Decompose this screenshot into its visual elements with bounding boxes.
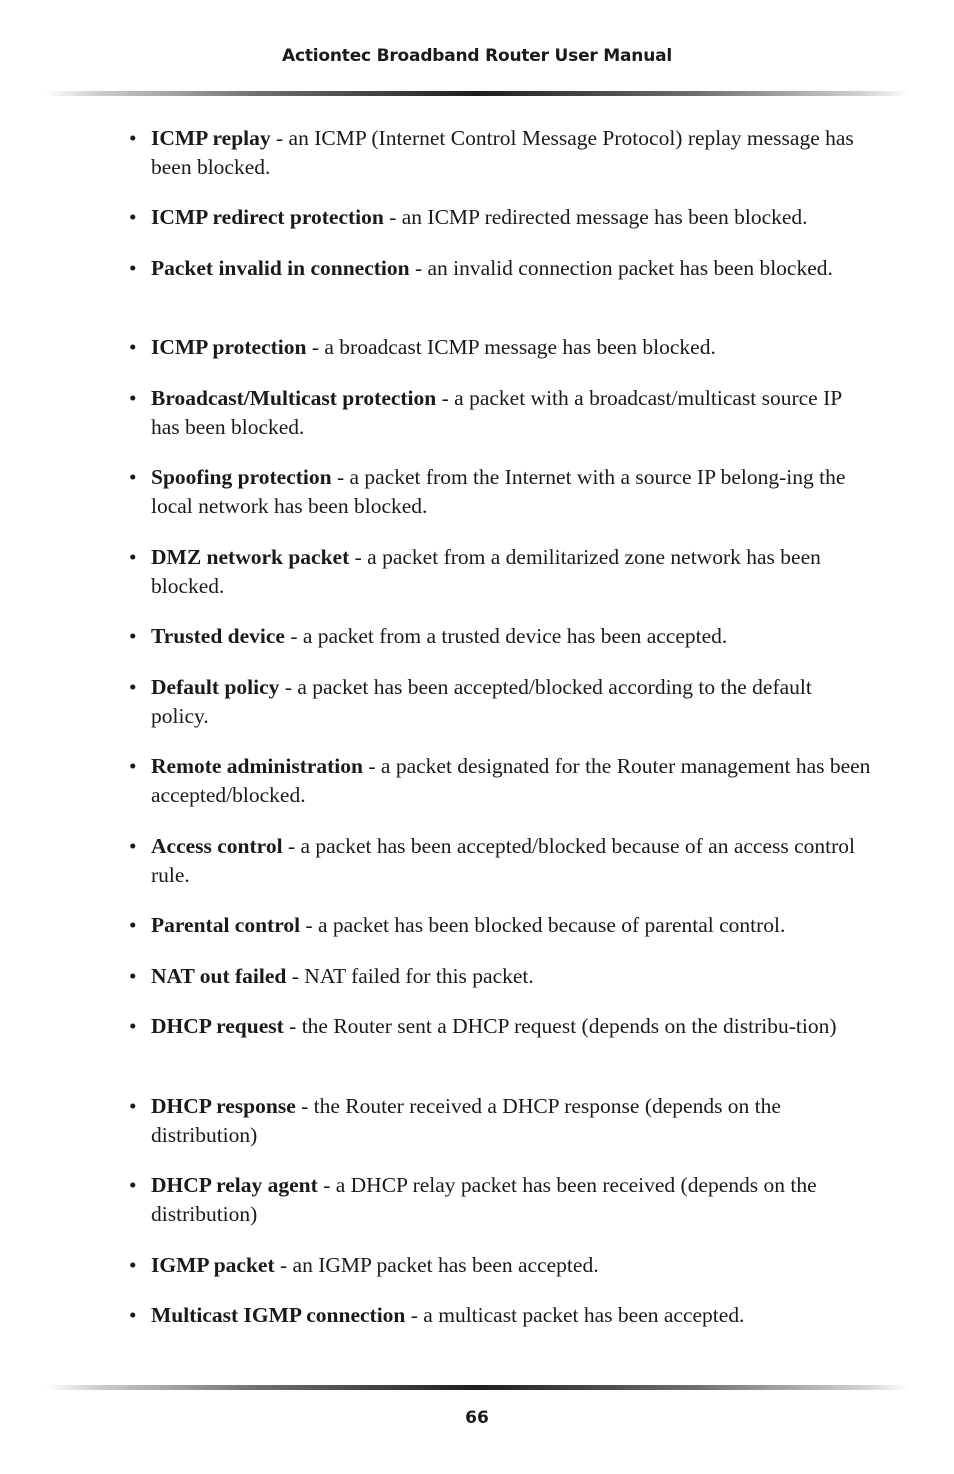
item-term: Trusted device xyxy=(151,624,285,648)
item-term: ICMP protection xyxy=(151,335,307,359)
bullet-icon: • xyxy=(129,1303,137,1327)
bullet-icon: • xyxy=(129,126,137,150)
item-description: - NAT failed for this packet. xyxy=(286,964,534,988)
item-term: Remote administration xyxy=(151,754,363,778)
list-item xyxy=(129,1251,871,1280)
item-term: Packet invalid in connection xyxy=(151,256,410,280)
list-item xyxy=(129,384,871,442)
bullet-icon: • xyxy=(129,545,137,569)
item-description: - an ICMP (Internet Control Message Protocol) replay message has been blocked. xyxy=(151,126,854,179)
item-description: - a DHCP relay packet has been received (depends on the distribution) xyxy=(151,1173,817,1226)
item-term: ICMP replay xyxy=(151,126,271,150)
item-term: Default policy xyxy=(151,675,280,699)
bullet-icon: • xyxy=(129,465,137,489)
list-item xyxy=(129,1012,871,1041)
bullet-icon: • xyxy=(129,1014,137,1038)
bullet-icon: • xyxy=(129,386,137,410)
item-term: DHCP relay agent xyxy=(151,1173,318,1197)
bullet-icon: • xyxy=(129,675,137,699)
item-description: - a packet has been accepted/blocked according to the default policy. xyxy=(151,675,812,728)
list-item xyxy=(129,752,871,810)
item-term: ICMP redirect protection xyxy=(151,205,384,229)
list-item xyxy=(129,203,871,232)
item-description: - a packet with a broadcast/multicast source IP has been blocked. xyxy=(151,386,842,439)
item-term: Parental control xyxy=(151,913,301,937)
bullet-icon: • xyxy=(129,335,137,359)
item-term: IGMP packet xyxy=(151,1253,275,1277)
list-item xyxy=(129,1171,871,1229)
item-term: DHCP response xyxy=(151,1094,296,1118)
item-description: - a packet designated for the Router management has been accepted/blocked. xyxy=(151,754,871,807)
bullet-icon: • xyxy=(129,1253,137,1277)
bullet-icon: • xyxy=(129,913,137,937)
bullet-icon: • xyxy=(129,256,137,280)
page-header-title: Actiontec Broadband Router User Manual xyxy=(282,46,672,66)
item-description: - a packet from a trusted device has been accepted. xyxy=(284,624,728,648)
item-term: NAT out failed xyxy=(151,964,287,988)
list-item xyxy=(129,463,871,521)
list-item xyxy=(129,333,871,362)
item-description: - the Router sent a DHCP request (depends on the distribu-tion) xyxy=(283,1014,837,1038)
item-description: - an ICMP redirected message has been blocked. xyxy=(383,205,808,229)
bullet-icon: • xyxy=(129,205,137,229)
item-term: DHCP request xyxy=(151,1014,284,1038)
item-term: Spoofing protection xyxy=(151,465,332,489)
item-description: - an IGMP packet has been accepted. xyxy=(274,1253,599,1277)
item-description: - a packet has been accepted/blocked because of an access control rule. xyxy=(151,834,855,887)
item-term: Broadcast/Multicast protection xyxy=(151,386,437,410)
item-description: - the Router received a DHCP response (depends on the distribution) xyxy=(151,1094,781,1147)
list-item xyxy=(129,1301,871,1330)
page-number: 66 xyxy=(465,1408,489,1428)
list-item xyxy=(129,254,871,283)
list-item xyxy=(129,673,871,731)
item-term: Multicast IGMP connection xyxy=(151,1303,406,1327)
bullet-icon: • xyxy=(129,1173,137,1197)
list-item xyxy=(129,1092,871,1150)
item-description: - a multicast packet has been accepted. xyxy=(405,1303,745,1327)
item-term: Access control xyxy=(151,834,283,858)
bullet-icon: • xyxy=(129,754,137,778)
bullet-icon: • xyxy=(129,834,137,858)
item-term: DMZ network packet xyxy=(151,545,350,569)
item-description: - a packet from the Internet with a source IP belong-ing the local network has been blocked. xyxy=(151,465,846,518)
footer-divider xyxy=(44,1385,910,1390)
item-description: - a packet from a demilitarized zone network has been blocked. xyxy=(151,545,821,598)
list-item xyxy=(129,622,871,651)
bullet-icon: • xyxy=(129,1094,137,1118)
bullet-icon: • xyxy=(129,624,137,648)
list-item xyxy=(129,962,871,991)
bullet-icon: • xyxy=(129,964,137,988)
item-description: - a broadcast ICMP message has been blocked. xyxy=(306,335,716,359)
list-item xyxy=(129,911,871,940)
item-description: - a packet has been blocked because of parental control. xyxy=(300,913,786,937)
list-item xyxy=(129,124,871,182)
list-item xyxy=(129,832,871,890)
list-item xyxy=(129,543,871,601)
item-description: - an invalid connection packet has been blocked. xyxy=(409,256,833,280)
